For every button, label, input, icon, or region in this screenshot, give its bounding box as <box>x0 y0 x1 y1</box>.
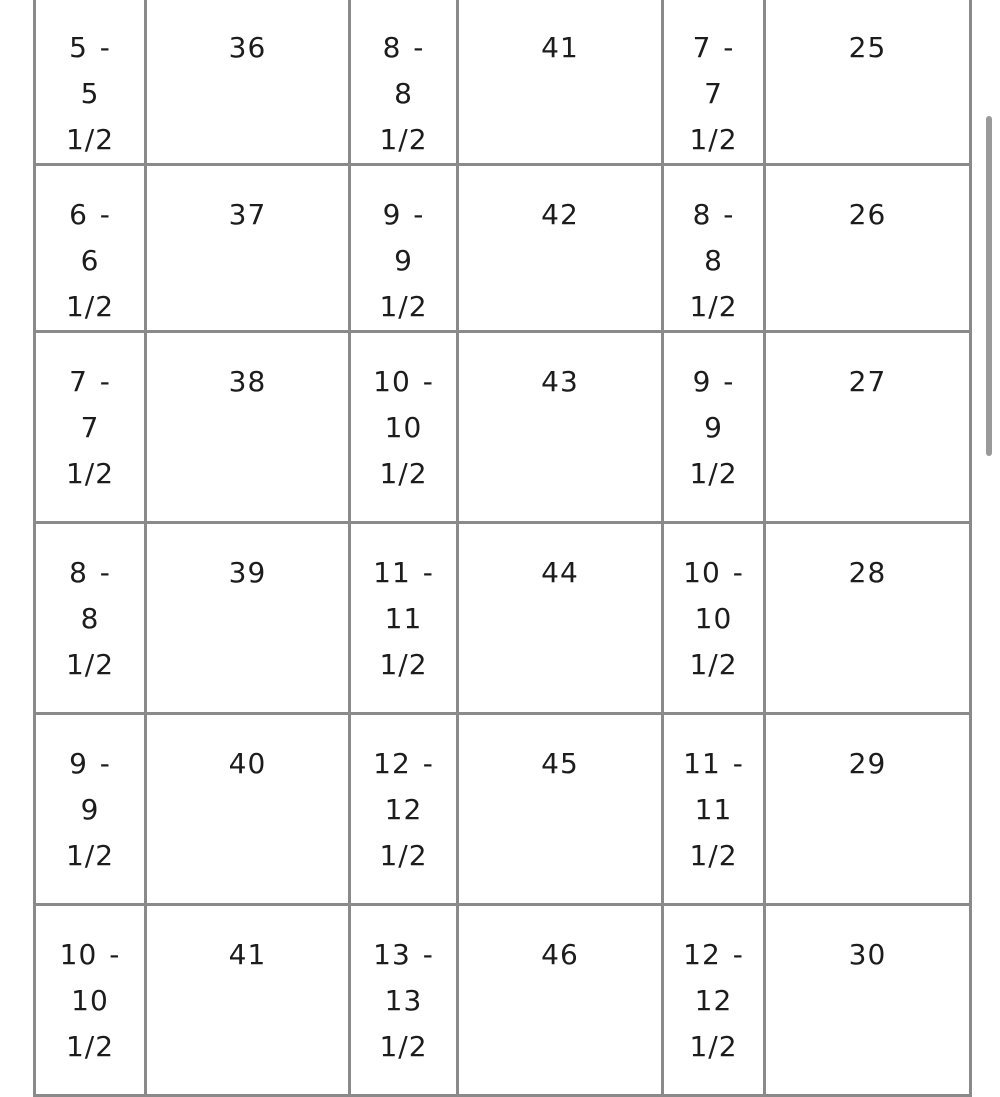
table-cell <box>350 0 458 165</box>
vertical-scrollbar[interactable] <box>986 116 992 456</box>
table-cell <box>663 523 765 714</box>
cell-text: 12 - 12 1/2 <box>373 747 434 872</box>
table-cell <box>350 332 458 523</box>
table-cell <box>146 332 350 523</box>
table-cell <box>663 714 765 905</box>
cell-text: 39 <box>228 556 267 589</box>
cell-text: 41 <box>228 938 267 971</box>
table-cell <box>350 523 458 714</box>
table-cell <box>663 905 765 1096</box>
table-row <box>35 905 971 1096</box>
cell-text: 25 <box>848 31 887 64</box>
cell-text: 9 - 9 1/2 <box>65 747 115 872</box>
table-cell <box>458 165 663 332</box>
cell-text: 13 - 13 1/2 <box>373 938 434 1063</box>
cell-text: 8 - 8 1/2 <box>379 31 428 156</box>
table-cell <box>350 165 458 332</box>
size-chart-table <box>33 0 972 1097</box>
cell-text: 30 <box>848 938 887 971</box>
table-cell <box>458 905 663 1096</box>
table-cell <box>350 714 458 905</box>
cell-text: 10 - 10 1/2 <box>683 556 744 681</box>
table-cell <box>765 332 971 523</box>
table-row <box>35 165 971 332</box>
table-cell <box>458 332 663 523</box>
cell-text: 8 - 8 1/2 <box>689 198 738 323</box>
table-cell <box>765 0 971 165</box>
cell-text: 7 - 7 1/2 <box>65 365 115 490</box>
table-cell <box>146 165 350 332</box>
cell-text: 45 <box>541 747 579 780</box>
table-cell <box>35 165 146 332</box>
table-cell <box>350 905 458 1096</box>
table-cell <box>765 714 971 905</box>
table-cell <box>146 523 350 714</box>
cell-text: 9 - 9 1/2 <box>689 365 738 490</box>
table-cell <box>663 0 765 165</box>
cell-text: 11 - 11 1/2 <box>683 747 744 872</box>
cell-text: 42 <box>541 198 579 231</box>
cell-text: 28 <box>848 556 887 589</box>
table-cell <box>663 332 765 523</box>
table-row <box>35 523 971 714</box>
table-cell <box>146 714 350 905</box>
cell-text: 38 <box>228 365 267 398</box>
cell-text: 37 <box>228 198 267 231</box>
cell-text: 12 - 12 1/2 <box>683 938 744 1063</box>
table-cell <box>458 523 663 714</box>
table-cell <box>458 714 663 905</box>
cell-text: 10 - 10 1/2 <box>59 938 121 1063</box>
cell-text: 27 <box>848 365 887 398</box>
cell-text: 6 - 6 1/2 <box>65 198 115 323</box>
cell-text: 44 <box>541 556 579 589</box>
table-row <box>35 0 971 165</box>
table-row <box>35 332 971 523</box>
cell-text: 9 - 9 1/2 <box>379 198 428 323</box>
table-cell <box>146 905 350 1096</box>
cell-text: 36 <box>228 31 267 64</box>
table-cell <box>663 165 765 332</box>
cell-text: 5 - 5 1/2 <box>65 31 115 156</box>
table-cell <box>146 0 350 165</box>
cell-text: 43 <box>541 365 579 398</box>
table-row <box>35 714 971 905</box>
table-cell <box>35 332 146 523</box>
table-cell <box>765 523 971 714</box>
cell-text: 41 <box>541 31 579 64</box>
table-cell <box>35 523 146 714</box>
cell-text: 46 <box>541 938 579 971</box>
table-cell <box>35 714 146 905</box>
table-cell <box>458 0 663 165</box>
cell-text: 26 <box>848 198 887 231</box>
table-cell <box>35 905 146 1096</box>
cell-text: 10 - 10 1/2 <box>373 365 434 490</box>
table-cell <box>765 165 971 332</box>
cell-text: 7 - 7 1/2 <box>689 31 738 156</box>
cell-text: 40 <box>228 747 267 780</box>
table-cell <box>35 0 146 165</box>
cell-text: 11 - 11 1/2 <box>373 556 434 681</box>
cell-text: 29 <box>848 747 887 780</box>
table-cell <box>765 905 971 1096</box>
cell-text: 8 - 8 1/2 <box>65 556 115 681</box>
